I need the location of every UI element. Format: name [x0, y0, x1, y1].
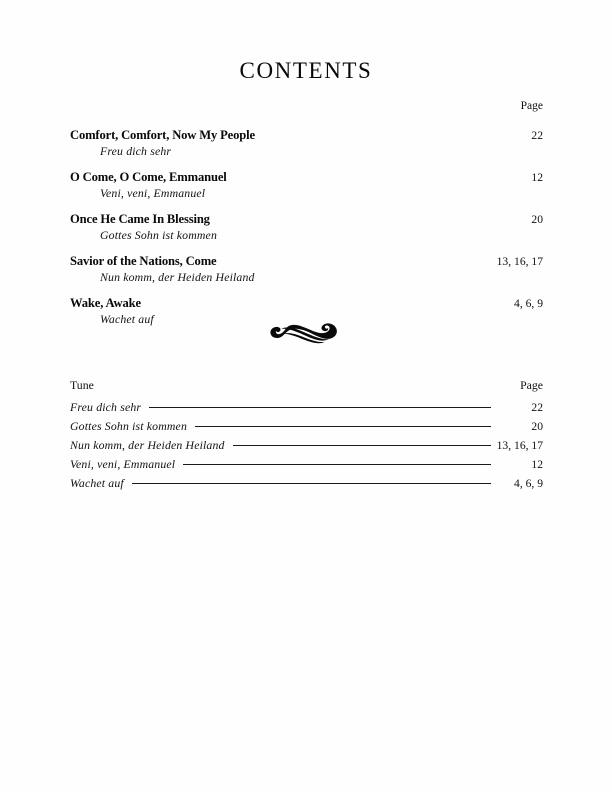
hymn-title: Savior of the Nations, Come: [70, 254, 217, 268]
hymn-page-number: 22: [531, 129, 543, 142]
list-item: [70, 212, 543, 243]
tune-page-number: 12: [531, 458, 543, 471]
hymn-title: Wake, Awake: [70, 296, 141, 310]
tune-name: Gottes Sohn ist kommen: [70, 419, 187, 433]
leader-rule: [149, 407, 491, 408]
hymn-page-number: 12: [531, 171, 543, 184]
tune-column-header: Tune: [70, 378, 94, 392]
page-title: CONTENTS: [239, 58, 373, 83]
hymn-tune-name: Veni, veni, Emmanuel: [100, 186, 206, 200]
tune-page-number: 4, 6, 9: [514, 477, 543, 490]
hymn-tune-name: Wachet auf: [100, 312, 154, 326]
leader-rule: [132, 483, 491, 484]
section-divider-ornament: [0, 316, 612, 348]
table-row: [70, 457, 543, 476]
hymn-tune-name: Freu dich sehr: [100, 144, 172, 158]
hymn-contents-list: [70, 128, 543, 338]
list-item: [70, 254, 543, 285]
hymn-page-number: 4, 6, 9: [514, 297, 543, 310]
hymn-page-number: 20: [531, 213, 543, 226]
hymn-tune-name: Gottes Sohn ist kommen: [100, 228, 217, 242]
leader-rule: [183, 464, 491, 465]
tune-name: Veni, veni, Emmanuel: [70, 457, 176, 471]
list-item: [70, 170, 543, 201]
hymn-page-column-header: Page: [520, 100, 543, 112]
tune-page-number: 13, 16, 17: [496, 439, 543, 452]
table-row: [70, 400, 543, 419]
leader-rule: [195, 426, 491, 427]
hymn-title: O Come, O Come, Emmanuel: [70, 170, 227, 184]
tune-name: Wachet auf: [70, 476, 124, 490]
tune-index-list: [70, 400, 543, 495]
hymn-page-number: 13, 16, 17: [496, 255, 543, 268]
table-row: [70, 476, 543, 495]
hymn-title: Once He Came In Blessing: [70, 212, 210, 226]
tune-name: Freu dich sehr: [70, 400, 142, 414]
table-row: [70, 438, 543, 457]
hymn-title: Comfort, Comfort, Now My People: [70, 128, 255, 142]
tune-page-number: 20: [531, 420, 543, 433]
tune-name: Nun komm, der Heiden Heiland: [70, 438, 225, 452]
list-item: [70, 128, 543, 159]
tune-index-header-row: [70, 378, 543, 393]
tune-page-column-header: Page: [520, 378, 543, 392]
table-row: [70, 419, 543, 438]
calligraphic-swash-flourish-icon: [266, 316, 346, 348]
hymn-tune-name: Nun komm, der Heiden Heiland: [100, 270, 255, 284]
leader-rule: [233, 445, 491, 446]
tune-page-number: 22: [531, 401, 543, 414]
